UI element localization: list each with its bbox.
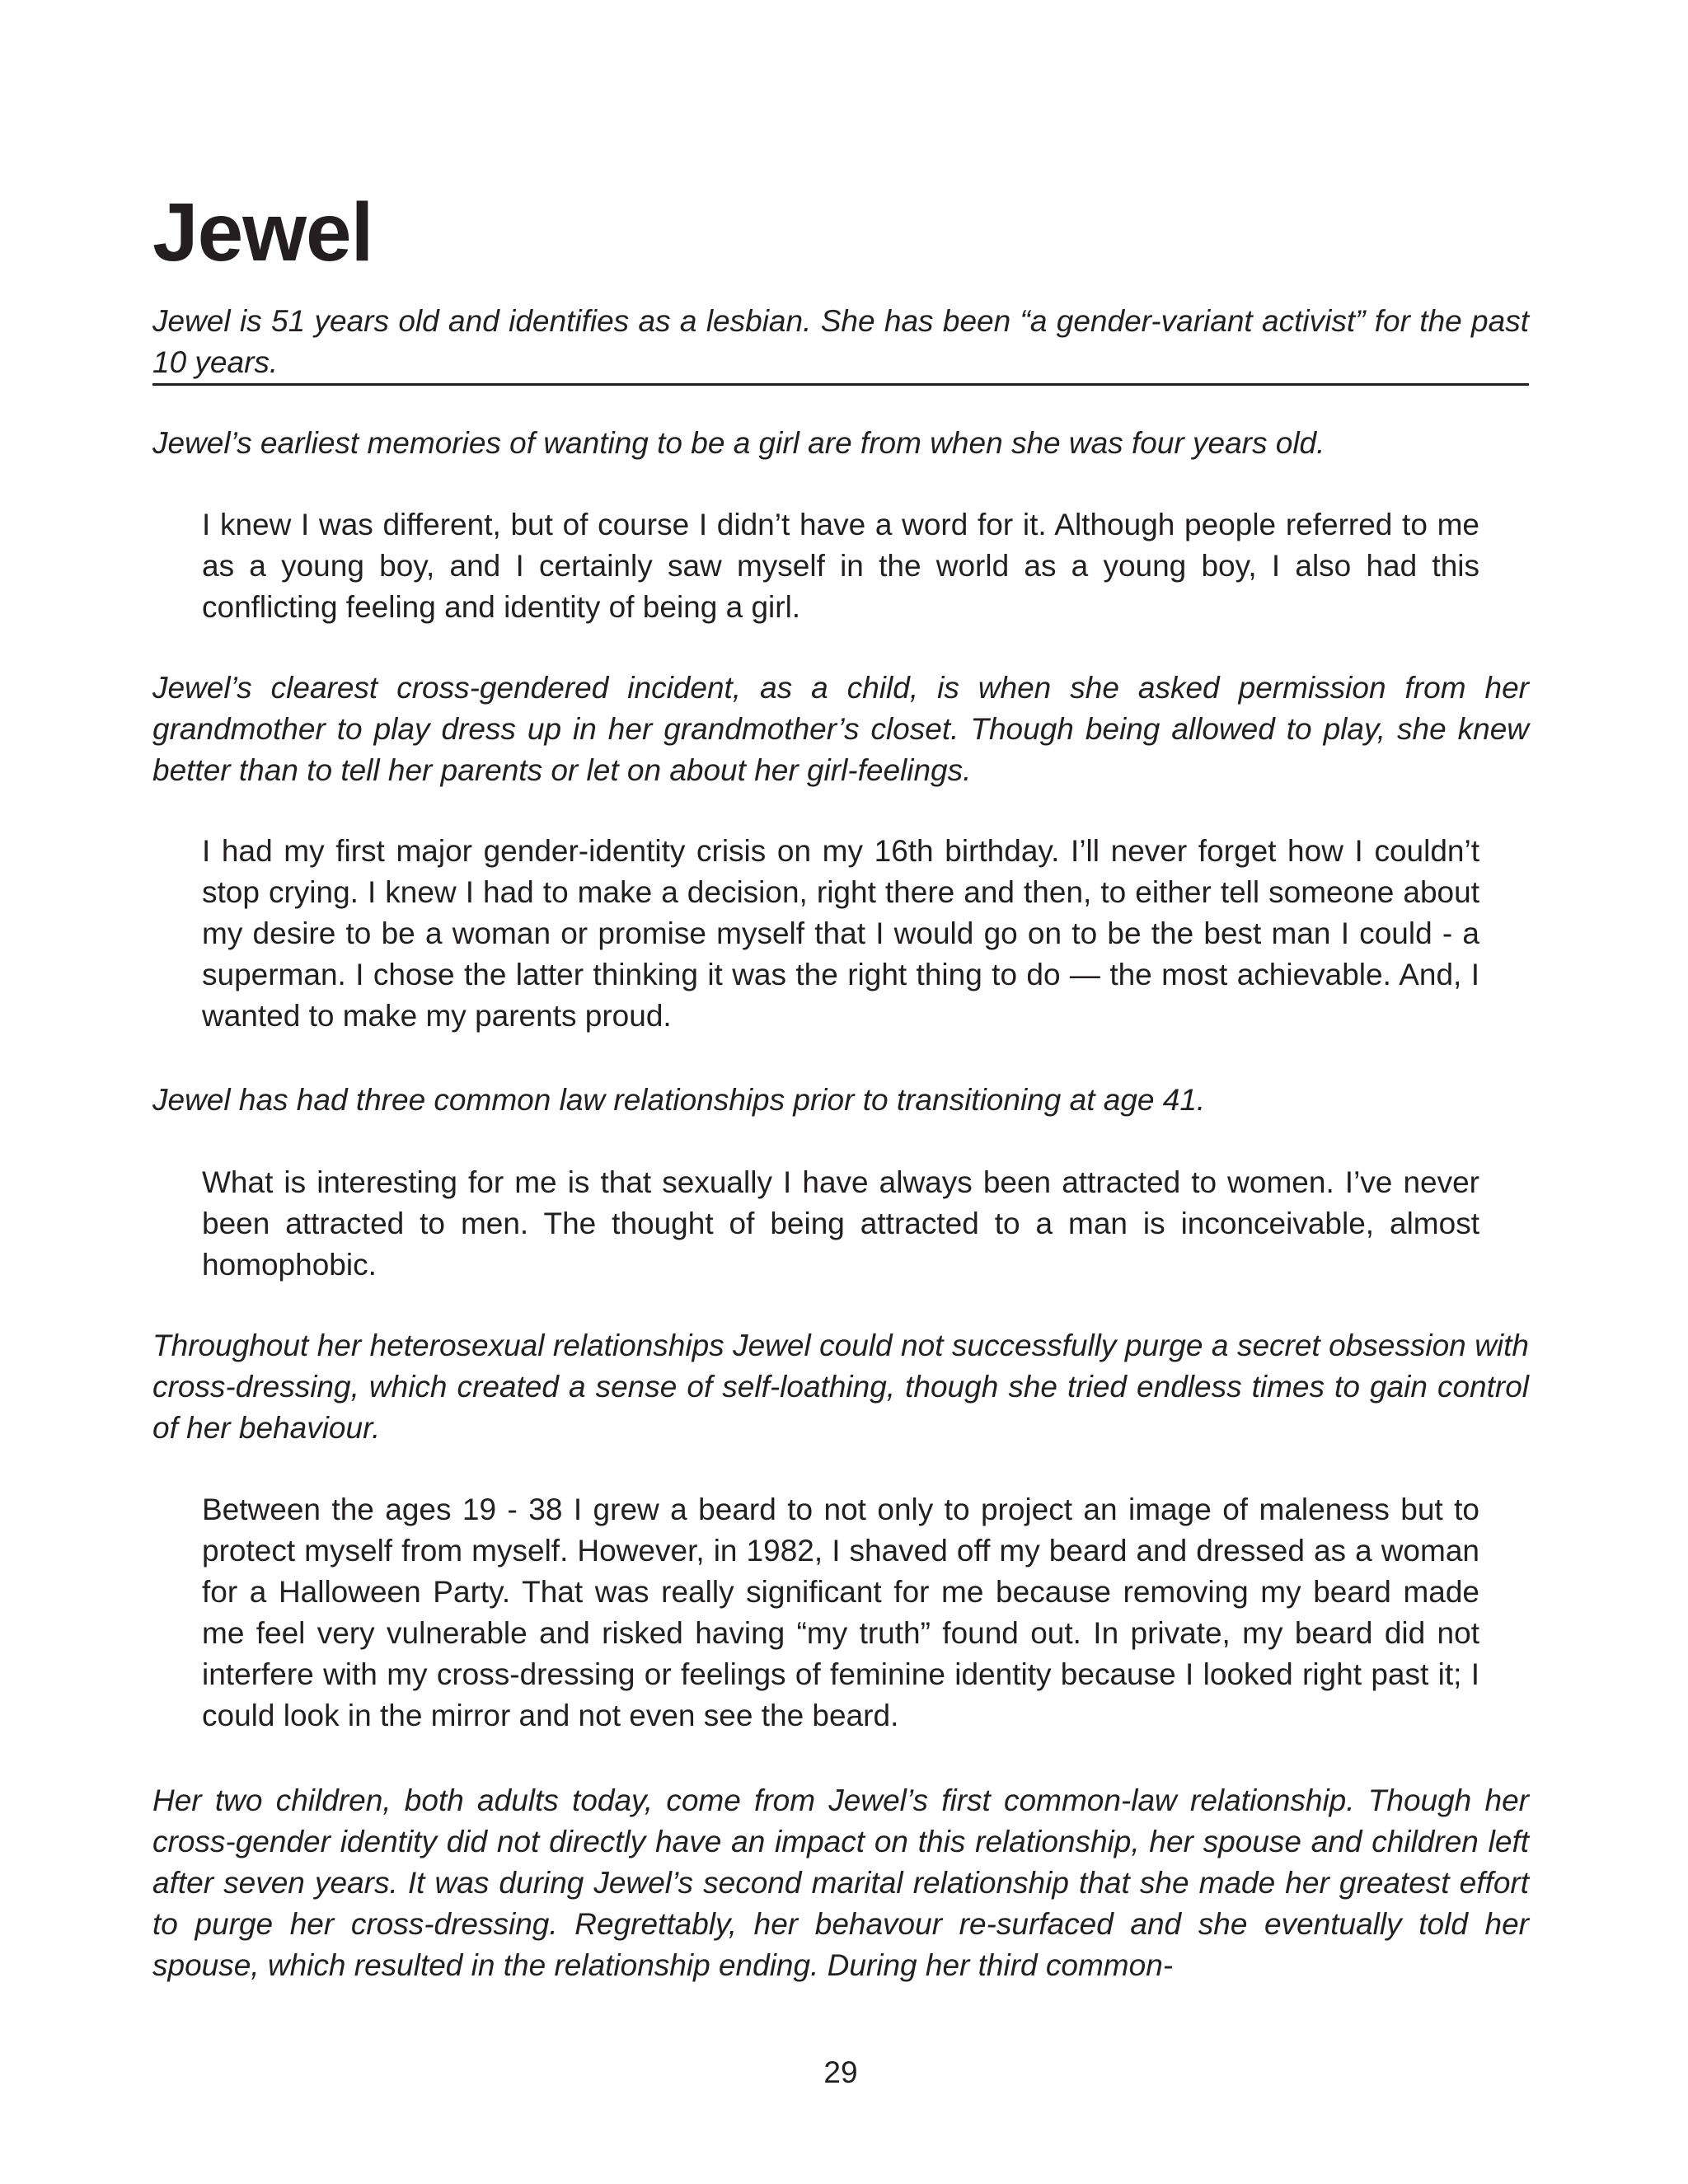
document-page (152, 0, 1529, 2184)
narration-paragraph: Jewel has had three common law relationships prior to transitioning at age 41. (152, 1083, 1206, 1117)
intro-divider (152, 383, 1529, 386)
page-number: 29 (823, 2055, 858, 2089)
quote-paragraph: Between the ages 19 - 38 I grew a beard to not only to project an image of maleness but to protect myself from myself. However, in 1982, I shaved off my beard and dressed as a woman for a Halloween Party. That was really significant for me because removing my beard made me feel very vulnerable and risked having “my truth” found out. In private, my beard did not interfere with my cross-dressing or feelings of feminine identity because I looked right past it; I could look in the mirror and not even see the beard. (202, 1493, 1479, 1732)
page-title: Jewel (152, 186, 373, 279)
intro-summary: Jewel is 51 years old and identifies as a lesbian. She has been “a gender-variant activist” for the past 10 years. (152, 304, 1529, 379)
quote-paragraph: What is interesting for me is that sexually I have always been attracted to women. I’ve never been attracted to men. The thought of being attracted to a man is inconceivable, almost homophobic. (202, 1165, 1479, 1282)
narration-paragraph: Jewel’s earliest memories of wanting to be a girl are from when she was four years old. (152, 426, 1325, 460)
quote-paragraph: I knew I was different, but of course I didn’t have a word for it. Although people referred to me as a young boy, and I certainly saw myself in the world as a young boy, I also had this conflicting feeling and identity of being a girl. (202, 508, 1479, 624)
quote-paragraph: I had my first major gender-identity crisis on my 16th birthday. I’ll never forget how I couldn’t stop crying. I knew I had to make a decision, right there and then, to either tell someone about my desire to be a woman or promise myself that I would go on to be the best man I could - a superman. I chose the latter thinking it was the right thing to do — the most achievable. And, I wanted to make my parents proud. (202, 834, 1479, 1033)
narration-paragraph: Her two children, both adults today, come from Jewel’s first common-law relationship. Though her cross-gender identity did not directly have an impact on this relationship, her spouse and children left after seven years. It was during Jewel’s second marital relationship that she made her greatest effort to purge her cross-dressing. Regrettably, her behavour re-surfaced and she eventually told her spouse, which resulted in the relationship ending. During her third common- (152, 1783, 1529, 1982)
narration-paragraph: Jewel’s clearest cross-gendered incident, as a child, is when she asked permission from her grandmother to play dress up in her grandmother’s closet. Though being allowed to play, she knew better than to tell her parents or let on about her girl-feelings. (152, 671, 1529, 787)
narration-paragraph: Throughout her heterosexual relationships Jewel could not successfully purge a secret obsession with cross-dressing, which created a sense of self-loathing, though she tried endless times to gain control of her behaviour. (152, 1329, 1529, 1445)
